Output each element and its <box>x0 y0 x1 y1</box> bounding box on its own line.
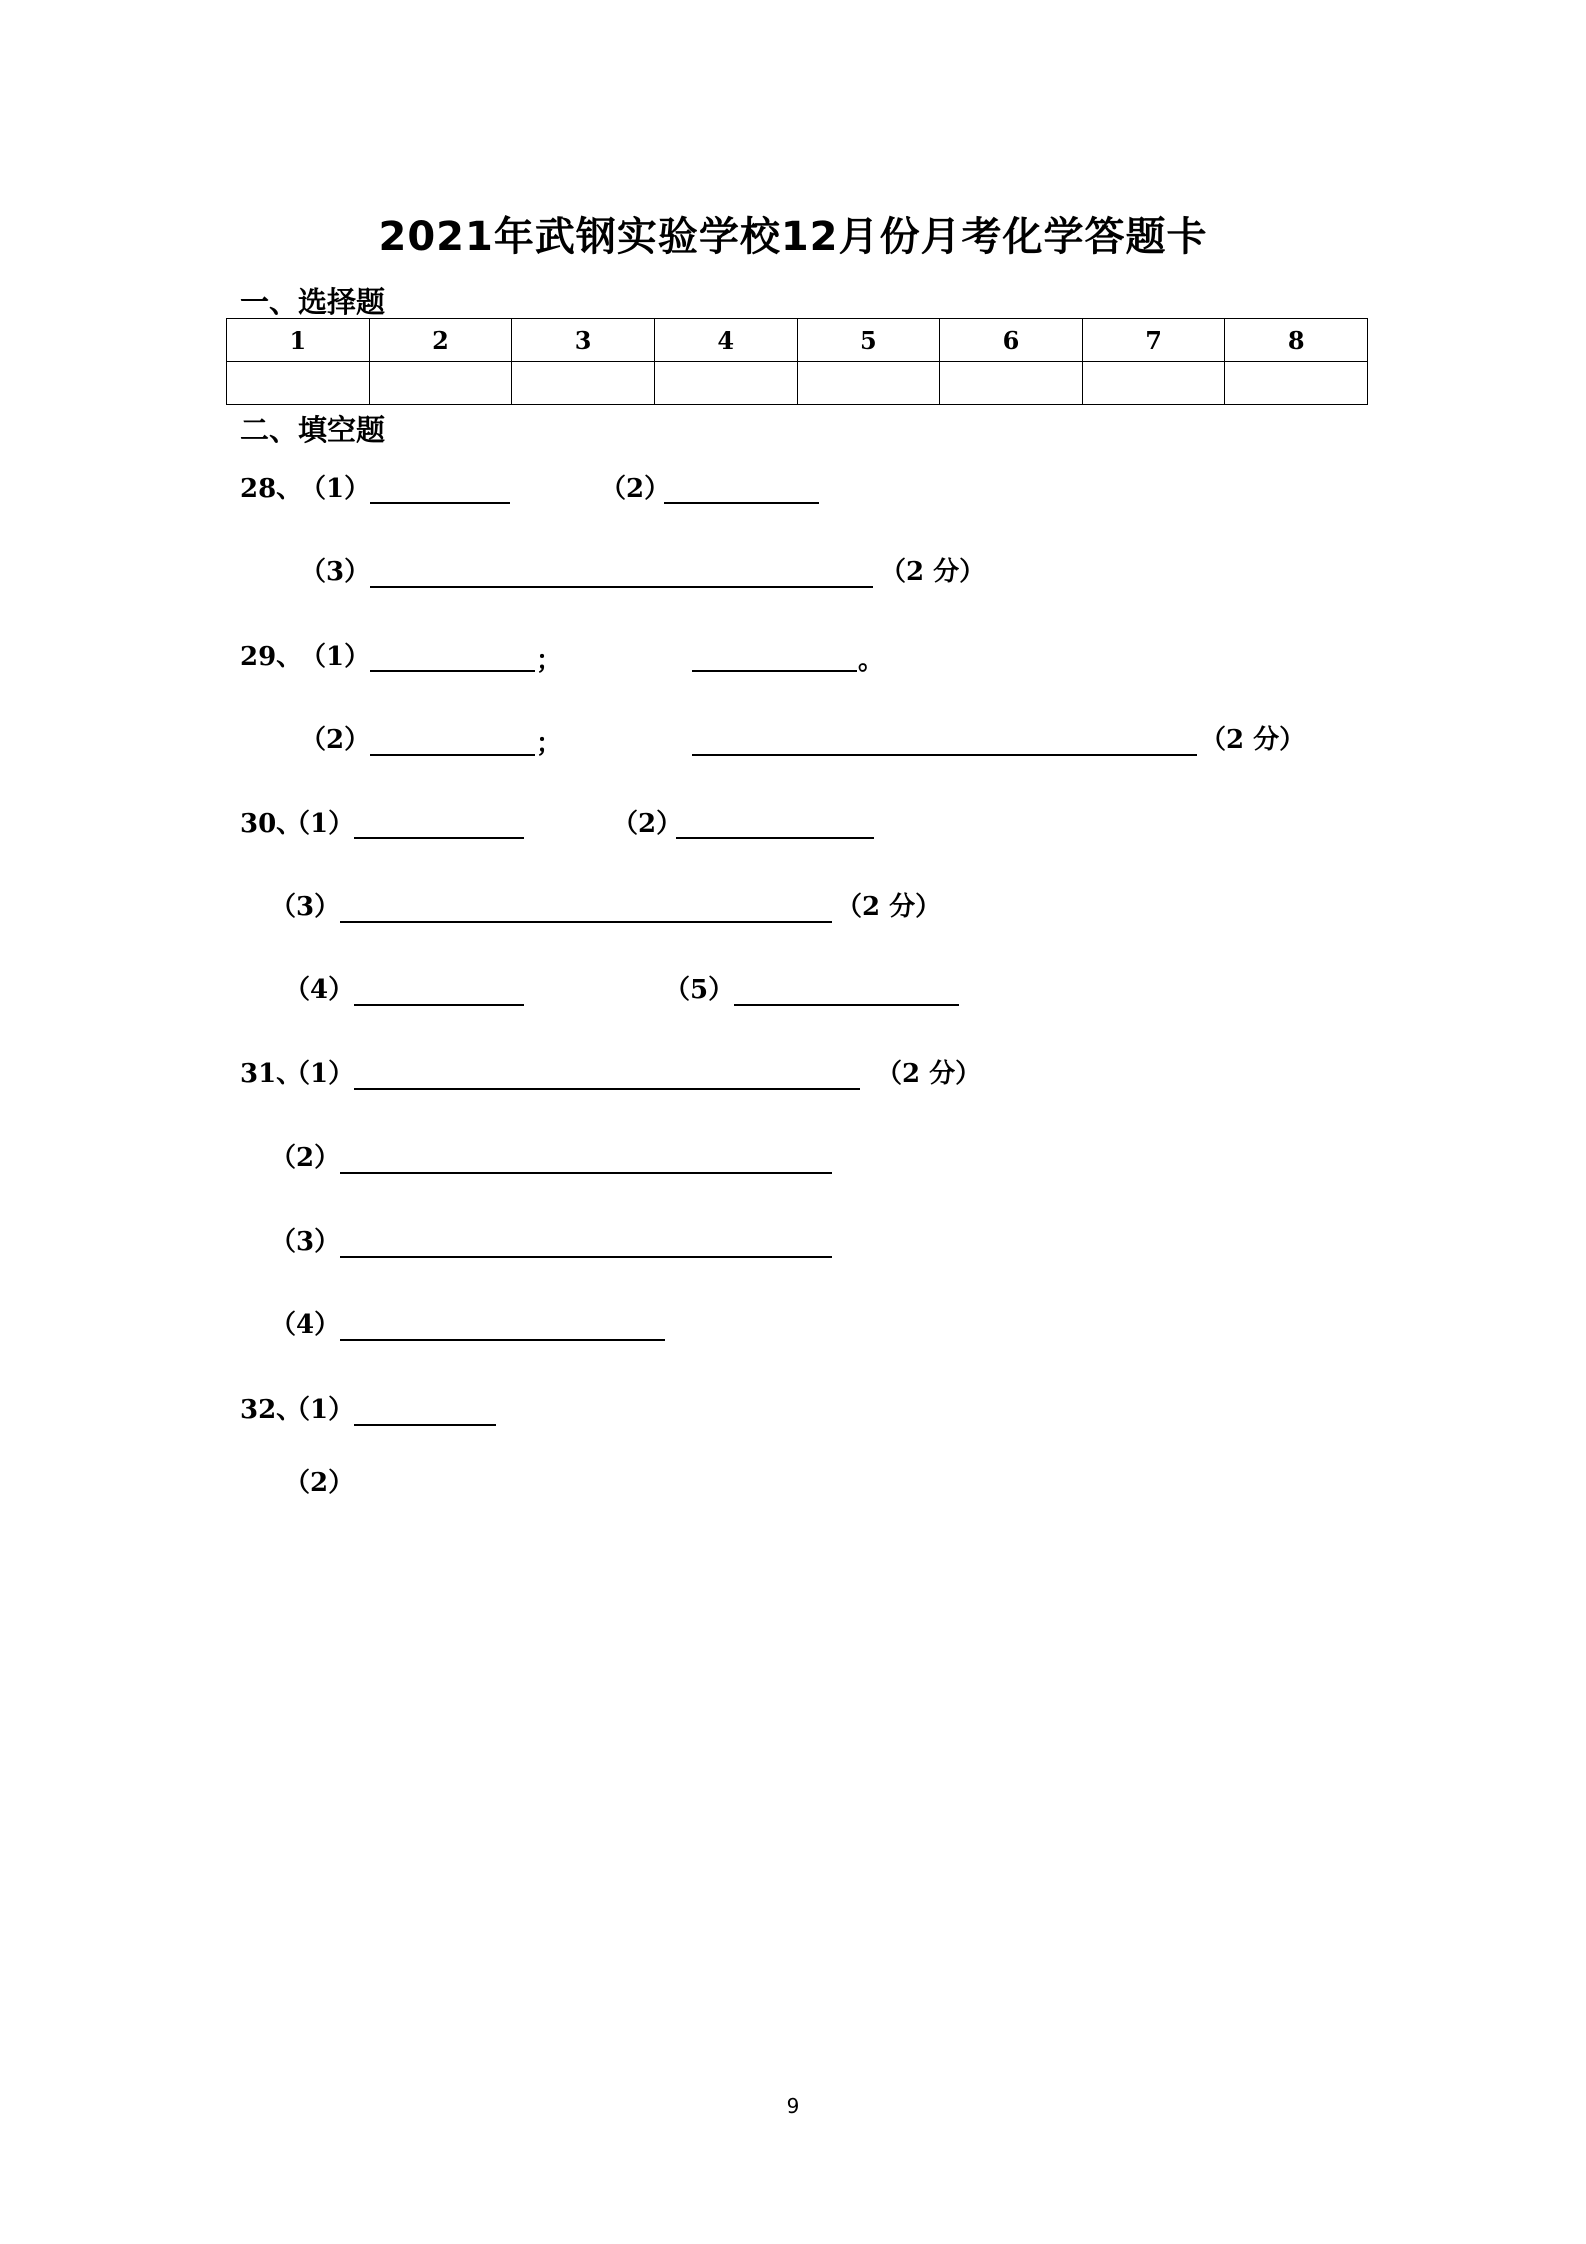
question-28-part-3-label: （3） <box>300 557 371 587</box>
question-30-part-2-blank[interactable] <box>676 837 874 839</box>
question-30-number: 30、 <box>240 809 303 839</box>
question-28-part-1-blank[interactable] <box>370 502 510 504</box>
table-header-cell: 2 <box>369 319 512 362</box>
table-header-cell: 5 <box>797 319 940 362</box>
question-29-part-2-label: （2） <box>300 725 371 755</box>
question-31-part-1-score: （2 分） <box>876 1059 982 1089</box>
question-30-part-5-label: （5） <box>664 975 735 1005</box>
question-32-part-1-blank[interactable] <box>354 1424 496 1426</box>
question-32-number: 32、 <box>240 1395 303 1425</box>
table-header-cell: 4 <box>654 319 797 362</box>
question-29-part-1-label: （1） <box>300 642 371 672</box>
question-28-part-1-label: （1） <box>300 474 371 504</box>
question-29-part-1-blank-a[interactable] <box>370 670 535 672</box>
answer-cell[interactable] <box>369 362 512 405</box>
question-30-part-2-label: （2） <box>612 809 683 839</box>
question-30-part-3-label: （3） <box>270 892 341 922</box>
answer-cell[interactable] <box>227 362 370 405</box>
section-heading-fill: 二、填空题 <box>240 413 386 447</box>
question-30-part-4-label: （4） <box>284 975 355 1005</box>
answer-cell[interactable] <box>940 362 1083 405</box>
question-31-part-1-label: （1） <box>284 1059 355 1089</box>
table-header-row <box>227 319 1368 362</box>
table-header-cell: 7 <box>1082 319 1225 362</box>
question-31-part-1-blank[interactable] <box>354 1088 860 1090</box>
question-30-part-5-blank[interactable] <box>734 1004 959 1006</box>
question-31-part-4-blank[interactable] <box>340 1339 665 1341</box>
answer-cell[interactable] <box>512 362 655 405</box>
question-31-part-2-blank[interactable] <box>340 1172 832 1174</box>
question-29-part-2-blank-b[interactable] <box>692 754 1197 756</box>
question-29-part-1-period: 。 <box>858 646 885 676</box>
table-header-cell: 1 <box>227 319 370 362</box>
question-28-part-3-score: （2 分） <box>880 557 986 587</box>
question-32-part-1-label: （1） <box>284 1395 355 1425</box>
question-30-part-3-score: （2 分） <box>836 892 942 922</box>
section-heading-choice: 一、选择题 <box>240 285 386 319</box>
question-29-part-1-semicolon: ； <box>536 646 563 676</box>
answer-cell[interactable] <box>797 362 940 405</box>
question-31-part-3-blank[interactable] <box>340 1256 832 1258</box>
answer-cell[interactable] <box>654 362 797 405</box>
question-28-part-2-blank[interactable] <box>664 502 819 504</box>
answer-cell[interactable] <box>1225 362 1368 405</box>
question-29-number: 29、 <box>240 642 303 672</box>
question-29-part-2-semicolon: ； <box>536 729 563 759</box>
answer-cell[interactable] <box>1082 362 1225 405</box>
page-title: 2021年武钢实验学校12月份月考化学答题卡 <box>378 214 1208 260</box>
table-answer-row <box>227 362 1368 405</box>
question-30-part-1-blank[interactable] <box>354 837 524 839</box>
question-31-part-2-label: （2） <box>270 1143 341 1173</box>
question-29-part-1-blank-b[interactable] <box>692 670 857 672</box>
question-31-number: 31、 <box>240 1059 303 1089</box>
question-30-part-3-blank[interactable] <box>340 921 832 923</box>
page-number: 9 <box>786 2094 800 2118</box>
question-29-part-2-score: （2 分） <box>1200 725 1306 755</box>
question-32-part-2-label: （2） <box>284 1468 355 1498</box>
question-31-part-3-label: （3） <box>270 1227 341 1257</box>
table-header-cell: 6 <box>940 319 1083 362</box>
question-28-part-2-label: （2） <box>600 474 671 504</box>
table-header-cell: 8 <box>1225 319 1368 362</box>
question-30-part-4-blank[interactable] <box>354 1004 524 1006</box>
question-28-part-3-blank[interactable] <box>370 586 873 588</box>
choice-answer-table <box>226 318 1368 405</box>
table-header-cell: 3 <box>512 319 655 362</box>
question-28-number: 28、 <box>240 474 303 504</box>
question-31-part-4-label: （4） <box>270 1310 341 1340</box>
question-29-part-2-blank-a[interactable] <box>370 754 535 756</box>
question-30-part-1-label: （1） <box>284 809 355 839</box>
